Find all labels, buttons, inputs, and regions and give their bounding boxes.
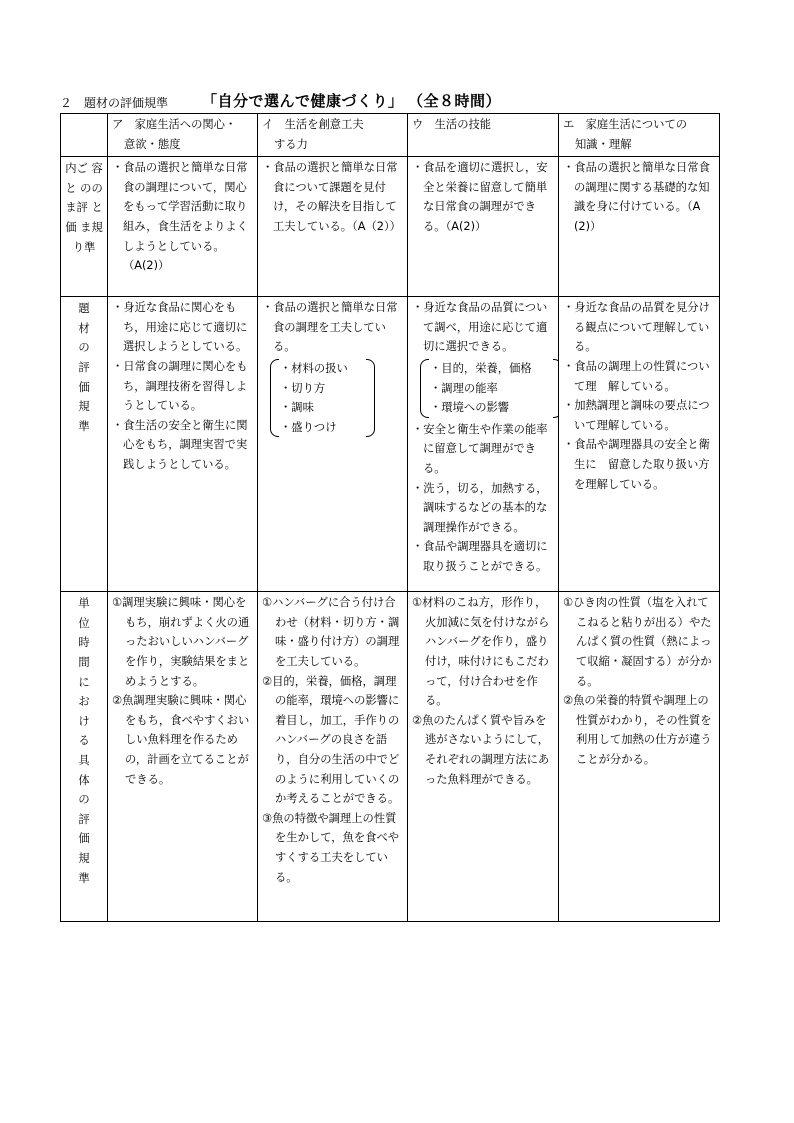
- table-header-row: [61, 114, 720, 157]
- row-label-char: の: [78, 341, 90, 355]
- column-header-a-line2: 意欲・態度: [124, 137, 181, 151]
- criterion-text: ・身近な食品の品質について調べ，用途に応じて適切に選択できる。: [412, 301, 548, 354]
- cell-unit-e: [559, 297, 720, 592]
- cell-unit-u: [408, 297, 559, 592]
- row-label-unit-criteria: [61, 297, 108, 592]
- bracket-item: ・材料の扱い: [280, 361, 348, 375]
- row-label-char: 材: [78, 321, 90, 335]
- criterion-text: ・食品の選択と簡単な日常食の調理について，関心をもって学習活動に取り組み，食生活をよりよくしようとしている。（A(2)）: [112, 161, 248, 273]
- row-label-char: 体: [78, 773, 90, 787]
- row-label-char: 具: [78, 753, 90, 767]
- row-label-lesson-criteria: [61, 592, 108, 922]
- row-label-char: 評: [78, 812, 90, 826]
- cell-unit-i: [258, 297, 408, 592]
- bracket-item: ・調味: [280, 401, 314, 415]
- column-header-i-line2: する力: [274, 137, 308, 151]
- criterion-text: ①ハンバーグに合う付け合わせ（材料・切り方・調味・盛り付け方）の調理を工夫している。: [262, 596, 400, 668]
- row-label-char: 規: [78, 400, 90, 414]
- criterion-text: ・食品の選択と簡単な日常食の調理に関する基礎的な知識を身に付けている。（A (2)）: [563, 161, 712, 233]
- criterion-text: ②魚の栄養的特質や調理上の性質がわかり，その性質を利用して加熱の仕方が違うことが分かる。: [563, 694, 712, 766]
- row-label-content-criteria: [61, 157, 108, 297]
- column-header-i: [258, 114, 408, 157]
- row-label-char: ま規: [80, 220, 103, 234]
- criterion-text: ②魚調理実験に興味・関心をもち，食べやすくおいしい魚料理を作るための，計画を立てることができる。: [112, 694, 250, 786]
- row-label-char: 評: [78, 360, 90, 374]
- cell-content-a: [108, 157, 258, 297]
- row-label-char: け: [78, 714, 90, 728]
- bracketed-list: [420, 359, 559, 418]
- bracket-item: ・環境への影響: [430, 401, 510, 415]
- cell-content-u: [408, 157, 559, 297]
- bracket-item: ・目的，栄養，価格: [430, 361, 532, 375]
- bracketed-list: [270, 359, 375, 437]
- cell-content-i: [258, 157, 408, 297]
- cell-content-e: [559, 157, 720, 297]
- criterion-text: ①ひき肉の性質（塩を入れてこねると粘りが出る）やたんぱく質の性質（熱によって収縮・凝固する）が分かる。: [563, 596, 712, 688]
- row-label-char: 価: [78, 380, 90, 394]
- page-header: [60, 92, 720, 112]
- cell-lesson-a: [108, 592, 258, 922]
- table-row-unit-criteria: [61, 297, 720, 592]
- cell-lesson-u: [408, 592, 559, 922]
- row-label-char: り準: [72, 240, 96, 254]
- criterion-text: ②魚のたんぱく質や旨みを逃がさないようにして，それぞれの調理方法にあった魚料理ができる。: [412, 713, 550, 786]
- row-label-char: 規: [78, 851, 90, 865]
- evaluation-table: [60, 113, 720, 922]
- criterion-text: ・身近な食品の品質を見分ける観点について理解している。: [563, 301, 710, 354]
- row-label-char: 容と: [65, 162, 103, 195]
- column-header-u: [408, 114, 559, 157]
- column-header-a-line1: ア 家庭生活への関心・: [112, 118, 237, 131]
- criterion-text: ・日常食の調理に関心をもち，調理技術を習得しようとしている。: [112, 359, 248, 413]
- criterion-text: ・食品を適切に選択し，安全と栄養に留意して簡単な日常食の調理ができる。（A(2)）: [412, 161, 548, 233]
- criterion-text: ・食品や調理器具の安全と衛生に 留意した取り扱い方を理解している。: [563, 438, 710, 491]
- row-label-char: お: [78, 695, 90, 709]
- criterion-text: ・食品の調理上の性質について理 解している。: [563, 359, 710, 393]
- row-label-char: ま評: [65, 201, 88, 215]
- criterion-text: ②目的，栄養，価格，調理の能率，環境への影響に着目し，加工，手作りのハンバーグの良さを語り，自分の生活の中でどのように利用していくのか考えることができる。: [262, 674, 400, 806]
- column-header-e-line1: エ 家庭生活についての: [563, 118, 688, 131]
- row-label-char: のの: [80, 181, 103, 195]
- column-header-a: [108, 114, 258, 157]
- page-title: [202, 90, 501, 111]
- row-label-char: 間: [78, 655, 90, 669]
- row-label-char: 題: [78, 302, 90, 316]
- section-label: ２ 題材の評価規準: [60, 96, 169, 110]
- row-label-char: 位: [78, 616, 90, 630]
- bracket-item: ・調理の能率: [430, 381, 498, 395]
- column-header-u-line1: ウ 生活の技能: [412, 118, 492, 131]
- column-header-e: [559, 114, 720, 157]
- bracket-item: ・切り方: [280, 381, 326, 395]
- row-label-char: 内ご: [65, 162, 88, 176]
- column-header-e-line2: 知識・理解: [575, 137, 632, 151]
- row-label-char: と価: [65, 201, 103, 234]
- row-label-char: る: [78, 734, 90, 748]
- row-label-char: 価: [78, 832, 90, 846]
- criterion-text: ・加熱調理と調味の要点について理解している。: [563, 399, 710, 432]
- row-label-char: の: [78, 793, 90, 807]
- criterion-text: ・食品の選択と簡単な日常食について課題を見付け，その解決を目指して工夫している。（A（2））: [262, 161, 401, 233]
- criterion-text: ①調理実験に興味・関心をもち，崩れずよく火の通ったおいしいハンバーグを作り，実験結果をまとめようとする。: [112, 596, 250, 688]
- title-text: 「自分で選んで健康づくり」: [202, 92, 404, 110]
- cell-lesson-e: [559, 592, 720, 922]
- row-label-char: 単: [78, 597, 90, 611]
- row-label-char: に: [78, 675, 90, 689]
- cell-unit-a: [108, 297, 258, 592]
- column-header-i-line1: イ 生活を創意工夫: [262, 118, 364, 131]
- bracket-item: ・盛りつけ: [280, 420, 337, 434]
- header-corner-cell: [61, 114, 108, 157]
- row-label-char: 準: [78, 419, 90, 433]
- table-row-lesson-criteria: [61, 592, 720, 922]
- criterion-text: ・洗う，切る，加熱する，調味するなどの基本的な調理操作ができる。: [412, 481, 548, 534]
- criterion-text: ・安全と衛生や作業の能率に留意して調理ができる。: [412, 422, 548, 475]
- title-hours: （全８時間）: [415, 92, 502, 110]
- criterion-text: ③魚の特徴や調理上の性質を生かして，魚を食べやすくする工夫をしている。: [262, 811, 400, 884]
- criterion-text: ・食品や調理器具を適切に取り扱うことができる。: [412, 540, 548, 573]
- table-row-content-criteria: [61, 157, 720, 297]
- row-label-char: 準: [78, 871, 90, 885]
- cell-lesson-i: [258, 592, 408, 922]
- criterion-text: ・身近な食品に関心をもち，用途に応じて適切に選択しようとしている。: [112, 301, 248, 354]
- criterion-text: ①材料のこね方，形作り，火加減に気を付けながらハンバーグを作り，盛り付け，味付けにもこだわって，付け合わせを作る。: [412, 596, 550, 708]
- row-label-char: 時: [78, 636, 90, 650]
- criterion-text: ・食生活の安全と衛生に関心をもち，調理実習で実践しようとしている。: [112, 418, 248, 471]
- criterion-text: ・食品の選択と簡単な日常食の調理を工夫している。: [262, 301, 398, 354]
